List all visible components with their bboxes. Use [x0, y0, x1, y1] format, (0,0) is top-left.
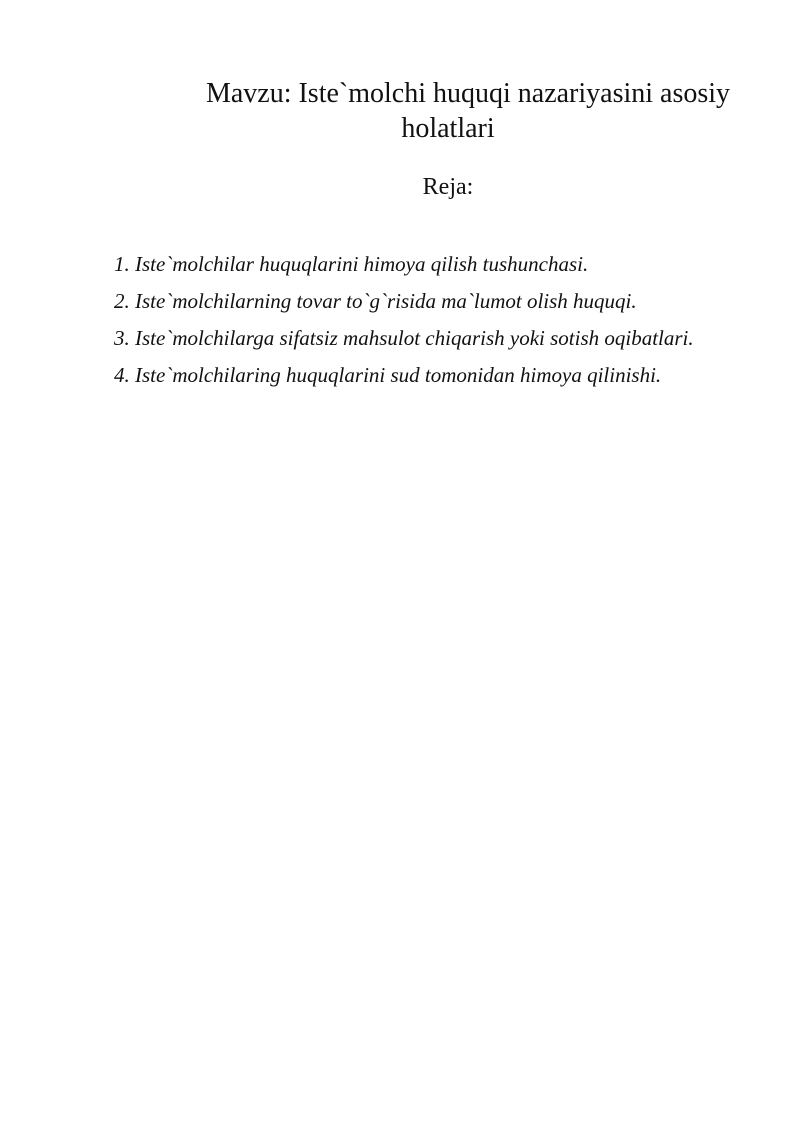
plan-list: [114, 246, 754, 394]
plan-heading: Reja:: [422, 174, 474, 200]
plan-item-1: 1. Iste`molchilar huquqlarini himoya qilish tushunchasi.: [114, 252, 589, 276]
title-line-1: Mavzu: Iste`molchi huquqi nazariyasini asosiy: [205, 78, 731, 109]
plan-item-3: 3. Iste`molchilarga sifatsiz mahsulot chiqarish yoki sotish oqibatlari.: [114, 326, 694, 350]
plan-item-2: 2. Iste`molchilarning tovar to`g`risida ma`lumot olish huquqi.: [114, 289, 637, 313]
plan-item-4: 4. Iste`molchilaring huquqlarini sud tomonidan himoya qilinishi.: [114, 363, 662, 387]
document-title: [120, 76, 776, 146]
title-line-2: holatlari: [401, 113, 495, 144]
